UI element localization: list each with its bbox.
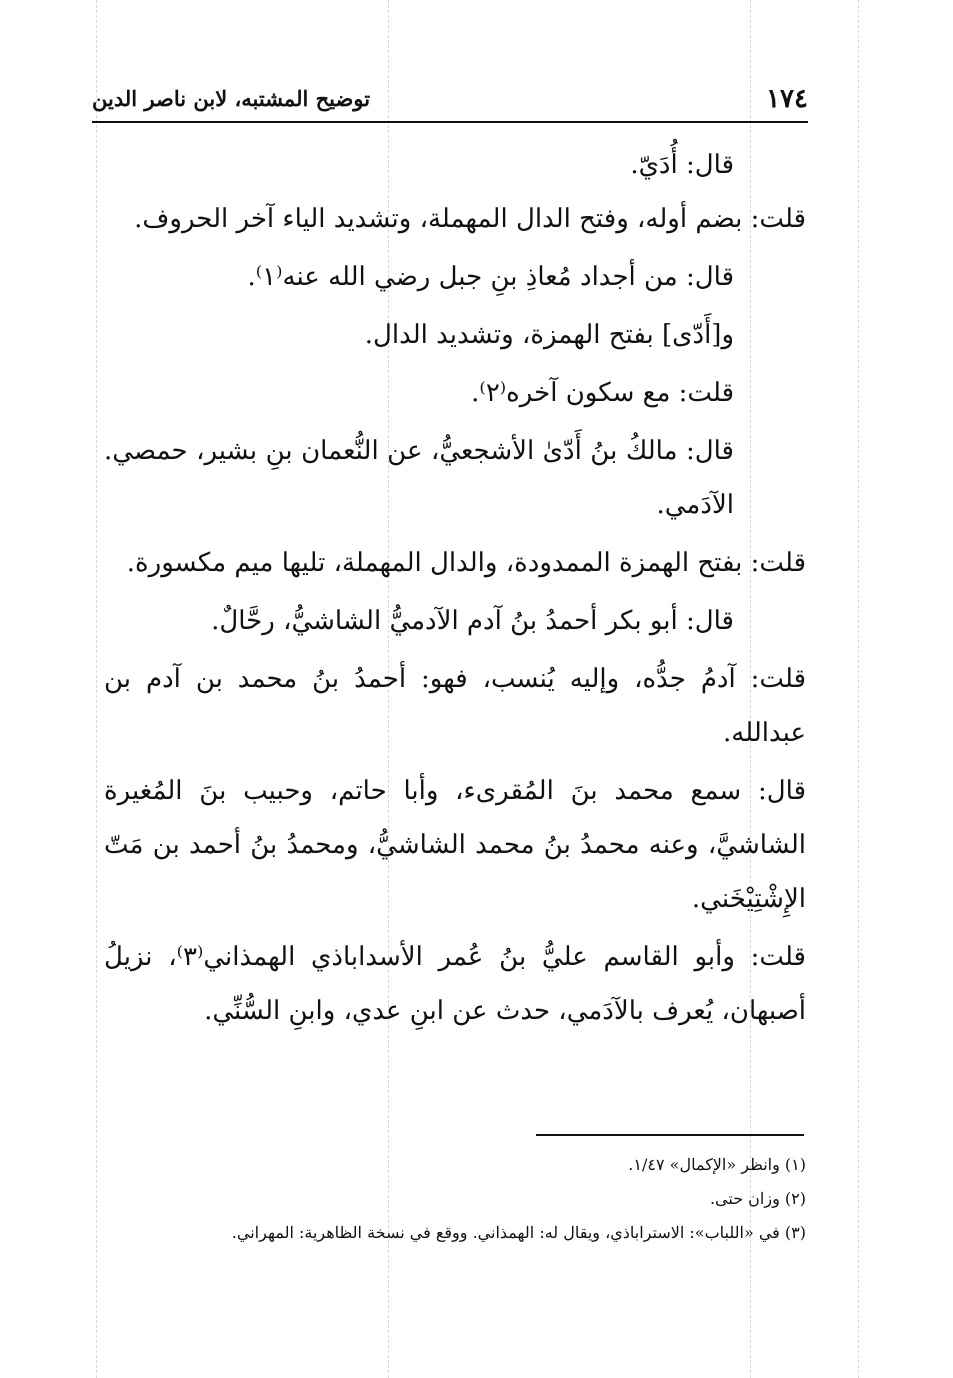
footnote: (٣) في «اللباب»: الاستراباذي، ويقال له: الهمذاني. ووقع في نسخة الظاهرية: المهراني.	[231, 1223, 806, 1242]
scan-artifact	[858, 0, 859, 1378]
paragraph: قلت: وأبو القاسم عليُّ بنُ عُمر الأسداباذي الهمذاني⁽٣⁾، نزيلُ أصبهان، يُعرف بالآدَمي، حدث عن ابنِ عدي، وابنِ السُّنِّي.	[104, 942, 806, 1026]
paragraph: قلت: بضم أوله، وفتح الدال المهملة، وتشديد الياء آخر الحروف.	[134, 204, 806, 234]
paragraph: قلت: بفتح الهمزة الممدودة، والدال المهملة، تليها ميم مكسورة.	[126, 548, 806, 578]
footnote-rule	[536, 1134, 804, 1136]
page-number: ١٧٤	[766, 84, 808, 114]
paragraph: قلت: آدمُ جدُّه، وإليه يُنسب، فهو: أحمدُ بنُ محمد بن آدم بن عبدالله.	[104, 664, 806, 748]
footnotes	[104, 1148, 806, 1250]
paragraph: قال: أُدَيّ.	[630, 150, 734, 180]
main-text	[104, 138, 806, 1038]
header-rule	[92, 121, 808, 123]
paragraph: و[أَدّى] بفتح الهمزة، وتشديد الدال.	[364, 320, 734, 350]
scan-artifact	[96, 0, 97, 1378]
paragraph: قال: من أجداد مُعاذِ بنِ جبل رضي الله عنه⁽١⁾.	[247, 262, 734, 292]
running-title: توضيح المشتبه، لابن ناصر الدين	[92, 86, 371, 111]
footnote: (١) وانظر «الإكمال» ١/٤٧.	[628, 1155, 806, 1174]
paragraph: قال: سمع محمد بنَ المُقرىء، وأبا حاتم، وحبيب بنَ المُغيرة الشاشيَّ، وعنه محمدُ بنُ محمد الشاشيُّ، ومحمدُ بنُ أحمد بن مَتّ الإِشْتِيْخَني.	[104, 776, 806, 914]
paragraph: قال: مالكُ بنُ أَدّىٰ الأشجعيُّ، عن النُّعمان بنِ بشير، حمصي. الآدَمي.	[104, 436, 734, 520]
paragraph: قال: أبو بكر أحمدُ بنُ آدم الآدميُّ الشاشيُّ، رحَّالٌ.	[211, 606, 734, 636]
footnote: (٢) وزان حتى.	[709, 1189, 806, 1208]
page-header	[92, 82, 808, 122]
paragraph: قلت: مع سكون آخره⁽٢⁾.	[471, 378, 734, 408]
